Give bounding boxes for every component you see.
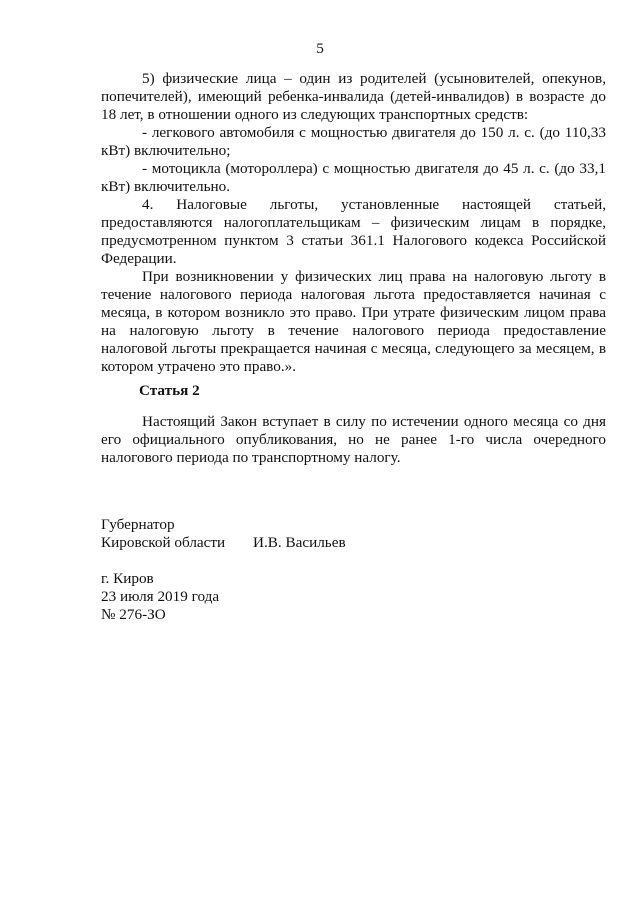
article1-tail bbox=[101, 70, 606, 376]
signature-block bbox=[101, 516, 346, 552]
signatory-name: И.В. Васильев bbox=[253, 534, 346, 551]
page-number: 5 bbox=[316, 40, 324, 57]
item-5-paragraph: 5) физические лица – один из родителей (усыновителей, опекунов, попечителей), имеющий ребенка-инвалида (детей-инвалидов) в возрасте до 18 лет, в отношении одного из следующих транспортных средств: bbox=[101, 70, 606, 123]
signature-title-line1: Губернатор bbox=[101, 516, 175, 533]
article-2-text: Настоящий Закон вступает в силу по истечении одного месяца со дня его официального опубликования, но не ранее 1-го числа очередного налогового периода по транспортному налогу. bbox=[101, 413, 606, 466]
article-2-heading: Статья 2 bbox=[139, 382, 200, 399]
benefit-right-paragraph: При возникновении у физических лиц права на налоговую льготу в течение налогового периода налоговая льгота предоставляется начиная с месяца, в котором возникло это право. При утрате физическим лицом права на налоговую льготу в течение налогового периода предоставление налоговой льготы прекращается начиная с месяца, следующего за месяцем, в котором утрачено это право.». bbox=[101, 268, 606, 375]
bullet-passenger-car: - легкового автомобиля с мощностью двигателя до 150 л. с. (до 110,33 кВт) включительно; bbox=[101, 124, 606, 159]
law-number: № 276-ЗО bbox=[101, 606, 166, 623]
article-2-body bbox=[101, 413, 606, 467]
point-4-paragraph: 4. Налоговые льготы, установленные настоящей статьей, предоставляются налогоплательщикам – физическим лицам в порядке, предусмотренном пунктом 3 статьи 361.1 Налогового кодекса Российской Федерации. bbox=[101, 196, 606, 267]
city: г. Киров bbox=[101, 570, 154, 587]
place-date-block bbox=[101, 570, 219, 624]
signing-date: 23 июля 2019 года bbox=[101, 588, 220, 605]
bullet-motorcycle: - мотоцикла (мотороллера) с мощностью двигателя до 45 л. с. (до 33,1 кВт) включительно. bbox=[101, 160, 606, 195]
signature-title-line2: Кировской области bbox=[101, 534, 226, 551]
